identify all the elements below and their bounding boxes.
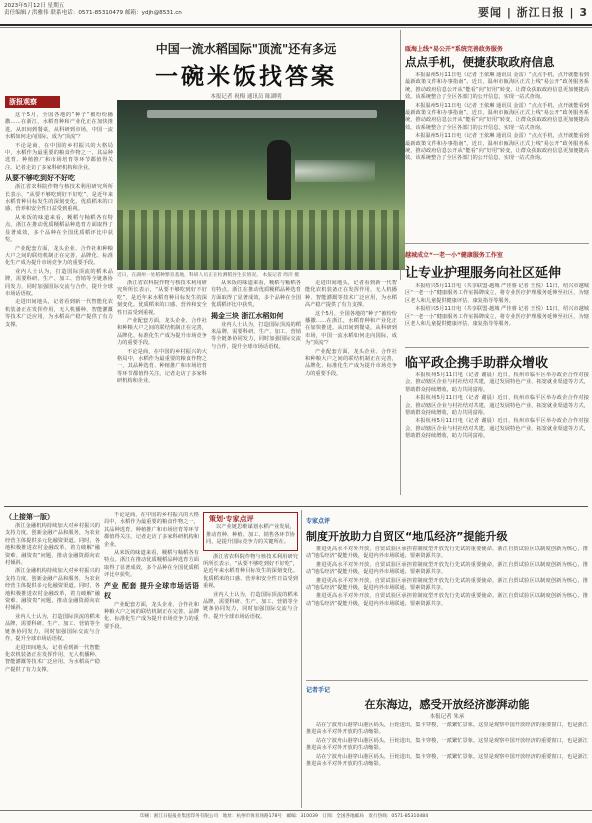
article-3-title: 临平政企携手助群众增收 (405, 356, 549, 371)
article-paragraph: 推进更高水平对外开放，自贸试验区承担着制度型开放先行先试的重要使命。浙江自贸试验区以制度创新为核心，推动“地瓜经济”提能升级，促进内外市场联通、要素资源共享。 (306, 593, 588, 607)
seedling-rows (117, 210, 405, 270)
issue-meta: 2023年5月12日 星期五 责任编辑 / 洪雅伟 联系电话：0571-85310479 邮箱：ydjh@8531.cn (4, 3, 182, 16)
lead-paragraph: 这个5月，全国各地的“种子”被纷纷播撒……在浙江，水稻育种和产业化正在加快推进。从田间到餐桌，从科研到市场，中国一流水稻如何走向国际，成为“顶流”？ (5, 112, 113, 141)
lead-column-3 (211, 280, 301, 502)
continued-paragraph: 浙江省农科院作物与核技术利用研究所所长表示，“从要不够吃到好不好吃”，是近年来水稻育种目标发生的深刻变化。优质稻米的口感、营养和安全性日益受到重视。 (203, 553, 298, 590)
article-paragraph: 推进更高水平对外开放，自贸试验区承担着制度型开放先行先试的重要使命。浙江自贸试验区以制度创新为核心，推动“地瓜经济”提能升级，促进内外市场联通、要素资源共享。 (306, 561, 588, 576)
article-paragraph: 本报杭州5月11日电（记者 谢晨）近日，杭州市临平区举办政企合作对接会，推动辖区企业与村社结对共建，通过发展特色产业、拓宽就业渠道等方式，帮助群众持续增收，助力共同富裕。 (405, 372, 589, 393)
article-5-kicker: 记者手记 (306, 687, 331, 694)
continued-subhead: 产业 配套 提升全球市场话语权 (104, 581, 199, 600)
continued-paragraph: 浙江金融机构持续加大对乡村振兴的支持力度，创新金融产品和服务，为农业经营主体提供多元化融资渠道。同时，各地积极推进农村金融改革，着力破解“融资难、融资贵”问题，推动金融资源向农村倾斜。 (5, 568, 100, 612)
lead-paragraph: 业内人士认为，打造国际顶流的稻米品牌，需要科研、生产、加工、营销等全链条协同发力，同时加强国际交流与合作，提升全球市场话语权。 (211, 321, 301, 350)
lead-paragraph: 走进田间地头，记者看到新一代智能化农机装备正在发挥作用，无人机播种、智能灌溉等技术广泛应用，为水稻高产稳产提供了有力支撑。 (305, 280, 397, 309)
continued-paragraph: 产业配套方面，龙头企业、合作社和种粮大户之间的联结机制正在完善，品牌化、标准化生产成为提升市场竞争力的重要手段。 (104, 601, 199, 630)
lead-paragraph: 浙江省农科院作物与核技术利用研究所所长表示，“从要不够吃到好不好吃”，是近年来水稻育种目标发生的深刻变化。优质稻米的口感、营养和安全性日益受到重视。 (117, 280, 207, 316)
article-divider (405, 347, 589, 348)
article-4-title: 制度开放助力自贸区“地瓜经济”提能升级 (306, 530, 508, 543)
continued-paragraph: 浙江金融机构持续加大对乡村振兴的支持力度，创新金融产品和服务，为农业经营主体提供多元化融资渠道。同时，各地积极推进农村金融改革，着力破解“融资难、融资贵”问题，推动金融资源向农村倾斜。 (5, 523, 100, 567)
lead-column-2 (117, 280, 207, 502)
lead-paragraph: 业内人士认为，打造国际顶流的稻米品牌，需要科研、生产、加工、营销等全链条协同发力，同时加强国际交流与合作，提升全球市场话语权。 (5, 268, 113, 297)
researcher-figure (267, 140, 291, 200)
lead-column-4 (305, 280, 397, 502)
article-4-body (306, 546, 588, 676)
article-paragraph: 站在宁波舟山港穿山港区码头，巨轮进出，集卡穿梭，一派繁忙景象。这里是观察中国开放经济的重要窗口，也是浙江推进高水平对外开放的生动缩影。 (306, 753, 588, 768)
lead-subhead-2: 揭金三块 浙江水稻如何 (211, 311, 284, 320)
lower-column-divider (301, 510, 302, 808)
article-paragraph: 本报温州5月11日电（记者 王依琳 通讯员 金雷）“点点手机，点开就能看到最新政策文件和办事指南”。近日，温州市瓯海区正式上线“易公开”政务服务系统，推动政府信息公开从“能看”向“好用”转变，让群众获取政府信息更加便捷高效。该系统整合了全区各部门的公开信息，实现一站式查询。 (405, 133, 589, 162)
article-divider (306, 680, 588, 681)
photo-caption: 近日，在湖州一处稻种繁育基地，科研人员正在检测稻谷生长情况。 本报记者 周洋 摄 (117, 273, 300, 278)
continued-paragraph: 业内人士认为，打造国际顶流的稻米品牌，需要科研、生产、加工、营销等全链条协同发力，同时加强国际交流与合作，提升全球市场话语权。 (5, 613, 100, 643)
article-5-byline: 本报记者 朱承 (429, 714, 465, 720)
continued-paragraph: 不论是商，在中国的乡村振兴的大格局中，水稻作为最重要的粮食作物之一，其品种选育、种植推广和市场培育等环节都值得关注。记者走访了多家科研机构和企业。 (104, 512, 199, 548)
lead-kicker: 中国一流水稻国际"顶流"还有多远 (155, 42, 337, 56)
expert-box-title: 策划·专家点评 (209, 515, 254, 523)
continued-paragraph: 业内人士认为，打造国际顶流的稻米品牌，需要科研、生产、加工、营销等全链条协同发力，同时加强国际交流与合作，提升全球市场话语权。 (203, 591, 298, 620)
page-footer: 印刷：浙江日报报业集团印务有限公司 地址：杭州市体育场路178号 邮编：310039 订阅：全国各地邮局 发行热线：0571-85310484 (0, 810, 592, 823)
lead-paragraph: 从米饭的味道来看，粳稻与籼稻各有特点。浙江在推动优质粳稻品种选育方面取得了显著成效，多个品种在全国优质稻评比中获奖。 (211, 280, 301, 309)
continued-column-1 (5, 512, 100, 807)
expert-box-text: 以产业链思维谋划水稻产业发展，推动育种、种植、加工、销售各环节协同，是提升国际竞争力的关键所在。 (206, 524, 295, 546)
article-3-body (405, 372, 589, 502)
continued-column-3 (203, 512, 298, 807)
expert-box (203, 512, 298, 551)
article-paragraph: 本报杭州5月11日电（记者 谢晨）近日，杭州市临平区举办政企合作对接会，推动辖区企业与村社结对共建，通过发展特色产业、拓宽就业渠道等方式，帮助群众持续增收，助力共同富裕。 (405, 395, 589, 417)
lead-paragraph: 从米饭的味道来看，粳稻与籼稻各有特点。浙江在推动优质粳稻品种选育方面取得了显著成效，多个品种在全国优质稻评比中获奖。 (5, 214, 113, 244)
lead-title: 一碗米饭找答案 (155, 64, 337, 90)
article-paragraph: 推进更高水平对外开放，自贸试验区承担着制度型开放先行先试的重要使命。浙江自贸试验区以制度创新为核心，推动“地瓜经济”提能升级，促进内外市场联通、要素资源共享。 (306, 546, 588, 560)
article-paragraph: 站在宁波舟山港穿山港区码头，巨轮进出，集卡穿梭，一派繁忙景象。这里是观察中国开放经济的重要窗口，也是浙江推进高水平对外开放的生动缩影。 (306, 722, 588, 736)
article-paragraph: 本报温州5月11日电（记者 王依琳 通讯员 金雷）“点点手机，点开就能看到最新政策文件和办事指南”。近日，温州市瓯海区正式上线“易公开”政务服务系统，推动政府信息公开从“能看”向“好用”转变，让群众获取政府信息更加便捷高效。该系统整合了全区各部门的公开信息，实现一站式查询。 (405, 72, 589, 101)
continued-paragraph: 走进田间地头，记者看到新一代智能化农机装备正在发挥作用，无人机播种、智能灌溉等技术广泛应用，为水稻高产稳产提供了有力支撑。 (5, 644, 100, 673)
article-paragraph: 站在宁波舟山港穿山港区码头，巨轮进出，集卡穿梭，一派繁忙景象。这里是观察中国开放经济的重要窗口，也是浙江推进高水平对外开放的生动缩影。 (306, 737, 588, 752)
greenhouse-light (147, 110, 377, 118)
lead-paragraph: 这个5月，全国各地的“种子”被纷纷播撒……在浙江，水稻育种和产业化正在加快推进。从田间到餐桌，从科研到市场，中国一流水稻如何走向国际，成为“顶流”？ (305, 310, 397, 347)
article-1-title: 点点手机，便捷获取政府信息 (405, 55, 555, 69)
column-divider-lower (400, 395, 401, 495)
lead-paragraph: 产业配套方面，龙头企业、合作社和种粮大户之间的联结机制正在完善，品牌化、标准化生产成为提升市场竞争力的重要手段。 (5, 245, 113, 267)
article-paragraph: 本报温州5月11日电（记者 王依琳 通讯员 金雷）“点点手机，点开就能看到最新政策文件和办事指南”。近日，温州市瓯海区正式上线“易公开”政务服务系统，推动政府信息公开从“能看”向“好用”转变，让群众获取政府信息更加便捷高效。该系统整合了全区各部门的公开信息，实现一站式查询。 (405, 102, 589, 131)
column-badge: 浙报观察 (5, 96, 60, 108)
article-2-kicker: 越城成立“一老一小”健康服务工作室 (405, 252, 503, 259)
header-rule-thin (0, 27, 592, 28)
article-5-title: 在东海边，感受开放经济澎湃动能 (364, 698, 530, 711)
lead-paragraph: 产业配套方面，龙头企业、合作社和种粮大户之间的联结机制正在完善，品牌化、标准化生产成为提升市场竞争力的重要手段。 (305, 348, 397, 377)
article-1-kicker: 瓯海上线“易公开”系统完善政务服务 (405, 46, 503, 53)
continued-label: （上接第一版） (5, 513, 54, 521)
lead-byline: 本报记者 祝梅 通讯员 陈湖明 (210, 94, 282, 100)
article-paragraph: 推进更高水平对外开放，自贸试验区承担着制度型开放先行先试的重要使命。浙江自贸试验区以制度创新为核心，推动“地瓜经济”提能升级，促进内外市场联通、要素资源共享。 (306, 577, 588, 592)
header-rule (0, 24, 592, 26)
continued-column-2 (104, 512, 199, 807)
article-1-body (405, 72, 589, 240)
lead-paragraph: 不论是商，在中国的乡村振兴的大格局中，水稻作为最重要的粮食作物之一，其品种选育、种植推广和市场培育等环节都值得关注。记者走访了多家科研机构和企业。 (117, 348, 207, 385)
section-divider (4, 506, 588, 507)
lead-paragraph: 走进田间地头，记者看到新一代智能化农机装备正在发挥作用，无人机播种、智能灌溉等技术广泛应用，为水稻高产稳产提供了有力支撑。 (5, 299, 113, 328)
continued-paragraph: 从米饭的味道来看，粳稻与籼稻各有特点。浙江在推动优质粳稻品种选育方面取得了显著成效，多个品种在全国优质稻评比中获奖。 (104, 550, 199, 579)
article-2-title: 让专业护理服务向社区延伸 (405, 266, 562, 281)
lead-paragraph: 浙江省农科院作物与核技术利用研究所所长表示，“从要不够吃到好不好吃”，是近年来水稻育种目标发生的深刻变化。优质稻米的口感、营养和安全性日益受到重视。 (5, 184, 113, 213)
article-divider (405, 243, 589, 244)
article-4-kicker: 专家点评 (306, 518, 331, 525)
article-2-body (405, 283, 589, 345)
lead-column-1 (5, 112, 113, 502)
lead-paragraph: 产业配套方面，龙头企业、合作社和种粮大户之间的联结机制正在完善，品牌化、标准化生产成为提升市场竞争力的重要手段。 (117, 318, 207, 347)
rice-field-photo (117, 100, 405, 270)
page-header (0, 0, 592, 28)
lead-paragraph: 不论是商，在中国的乡村振兴的大格局中，水稻作为最重要的粮食作物之一，其品种选育、种植推广和市场培育等环节都值得关注。记者走访了多家科研机构和企业。 (5, 142, 113, 171)
article-paragraph: 本报绍兴5月11日电（共享联盟·越城 严佳睿 记者 王悦）11日，绍兴市越城区“一老一小”健康服务工作室揭牌成立，将专业医疗护理服务延伸至社区，为辖区老人和儿童提供健康评估、康复指导等服务。 (405, 283, 589, 304)
lead-subhead: 从要不够吃到好不好吃 (5, 174, 75, 183)
article-paragraph: 本报杭州5月11日电（记者 谢晨）近日，杭州市临平区举办政企合作对接会，推动辖区企业与村社结对共建，通过发展特色产业、拓宽就业渠道等方式，帮助群众持续增收，助力共同富裕。 (405, 418, 589, 440)
section-title: 要闻 | 浙江日报 | 3 (477, 6, 588, 19)
article-5-body (306, 722, 588, 806)
water-spray (295, 160, 375, 182)
article-paragraph: 本报绍兴5月11日电（共享联盟·越城 严佳睿 记者 王悦）11日，绍兴市越城区“一老一小”健康服务工作室揭牌成立，将专业医疗护理服务延伸至社区，为辖区老人和儿童提供健康评估、康复指导等服务。 (405, 306, 589, 328)
